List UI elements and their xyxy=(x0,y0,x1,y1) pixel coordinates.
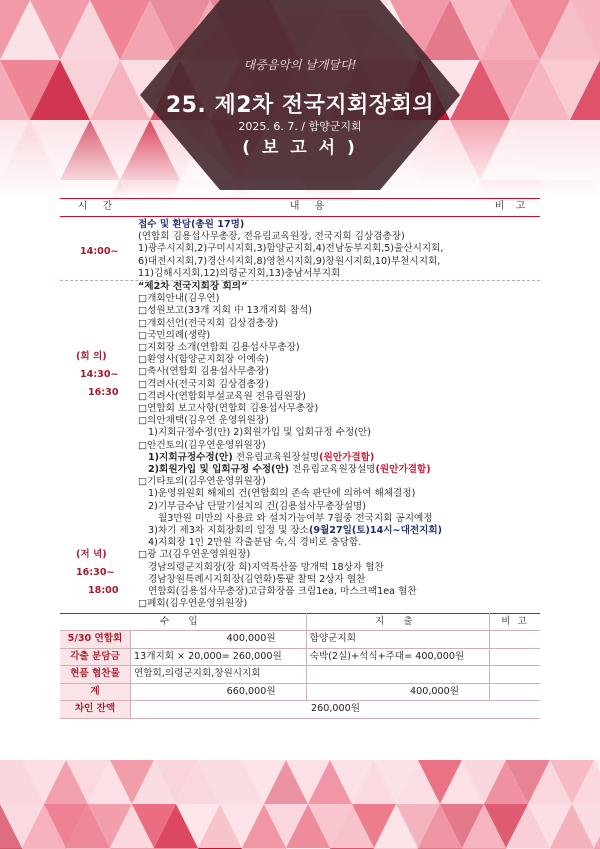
reception-line: (연합회 김용섭사무총장, 전유림교육원장, 전국지회 김상겸총장) xyxy=(138,231,405,243)
agenda-item: □연합회 보고사항(연합회 김용섭사무총장) xyxy=(138,403,319,415)
report-label: ( 보 고 서 ) xyxy=(242,138,358,158)
income-total: 660,000원 xyxy=(131,683,307,701)
dinner-time-end: 18:00 xyxy=(88,585,119,597)
expense-value xyxy=(306,666,489,684)
agenda-item: □환영사(함양군지회장 이예숙) xyxy=(138,354,269,366)
header xyxy=(0,0,600,190)
row-label: 각출 분담금 xyxy=(60,648,131,666)
income-value: 13개지회 × 20,000= 260,000원 xyxy=(131,648,307,666)
expense-header: 지 출 xyxy=(306,613,489,631)
agenda-item: □의안채택(김우연 운영위원장) xyxy=(138,415,269,427)
meeting-time-label: (회 의) xyxy=(76,351,107,363)
other-item-3: 3)차기 제3차 지회장회의 일정 및 장소(9월27일(토)14시~대전지회) xyxy=(148,525,443,537)
expense-total: 400,000원 xyxy=(306,683,489,701)
row-label: 현품 협찬물 xyxy=(60,666,131,684)
agenda-item: □격려사(전국지회 김상겸총장) xyxy=(138,378,269,390)
row-label: 계 xyxy=(60,683,131,701)
balance-row xyxy=(60,701,540,719)
income-header: 수 입 xyxy=(60,613,306,631)
table-row xyxy=(60,683,540,701)
balance-label: 차인 잔액 xyxy=(60,701,131,719)
reception-section xyxy=(60,217,540,280)
meeting-time-end: 16:30 xyxy=(88,387,119,399)
agenda-item: □성원보고(33개 지회 中 13개지회 참석) xyxy=(138,305,312,317)
column-content: 내 용 xyxy=(289,201,331,213)
agenda-line: 1)지회규정수정(안) 2)회원가입 및 입회규정 수정(안) xyxy=(148,427,371,439)
review-heading: □안건토의(김우연운영위원장) xyxy=(138,439,266,451)
table-row xyxy=(60,648,540,666)
expense-value: 숙박(2실)+석식+주대= 400,000원 xyxy=(306,648,489,666)
other-item-4: 4)지회장 1인 2만원 각출분담 숙,식 경비로 충당함. xyxy=(148,537,362,549)
column-time: 시 간 xyxy=(77,201,119,213)
column-note: 비 고 xyxy=(494,201,530,213)
reception-line: 1)광주시지회,2)구미시지회,3)함양군지회,4)전남동부지회,5)울산시지회, xyxy=(138,243,444,255)
reception-line: 11)김해시지회,12)의령군지회,13)충남서부지회 xyxy=(138,267,341,279)
income-value: 연합회,의령군지회,창원시지회 xyxy=(131,666,307,684)
agenda-item: □개회선언(전국지회 김상겸총장) xyxy=(138,317,279,329)
page-title: 25. 제2차 전국지회장회의 xyxy=(165,93,435,118)
date-place: 2025. 6. 7. / 함양군지회 xyxy=(238,120,362,133)
review-item-1: 1)지회규정수정(안) 전유림교육원장설명(원안가결함) xyxy=(148,451,375,463)
meeting-heading: “제2차 전국지회장 회의” xyxy=(138,281,248,293)
closing: □폐회(김우연운영위원장) xyxy=(138,598,248,610)
expense-value: 함양군지회 xyxy=(306,631,489,649)
report-body xyxy=(60,198,540,719)
finance-header-row xyxy=(60,613,540,631)
reception-time: 14:00~ xyxy=(80,246,119,257)
other-heading: □기타토의(김우연운영위원장) xyxy=(138,476,266,488)
slogan: 대중음악의 날개달다! xyxy=(243,58,357,72)
row-label: 5/30 연합회 xyxy=(60,631,131,649)
table-row xyxy=(60,631,540,649)
ad-line: 경남창원특례시지회장(김연화)통팥 찰떡 2상자 협찬 xyxy=(148,573,366,585)
agenda-item: □국민의례(생략) xyxy=(138,329,211,341)
reception-heading: 접수 및 환담(총원 17명) xyxy=(138,219,245,230)
other-item-2-detail: 월3만원 미만의 사용료 와 설치가능여부 7월중 전국지회 공지예정 xyxy=(158,512,433,524)
meeting-time-start: 14:30~ xyxy=(80,369,119,381)
ad-line: 연합회(김용섭사무총장)고급화장품 크림1ea, 마스크팩1ea 협찬 xyxy=(148,586,417,598)
balance-value: 260,000원 xyxy=(131,701,541,719)
other-item-1: 1)운영위원회 해체의 건(연합회의 존속 판단에 의하여 해체결정) xyxy=(148,488,416,500)
agenda-item: □격려사(연합회부설교육원 전유림원장) xyxy=(138,390,306,402)
meeting-section xyxy=(60,281,540,610)
review-item-2: 2)회원가입 및 입회규정 수정(안) 전유림교육원장설명(원안가결함) xyxy=(148,464,431,476)
agenda-item: □지회장 소개(연합회 김용섭사무총장) xyxy=(138,342,300,354)
income-value: 400,000원 xyxy=(131,631,307,649)
note-header: 비 고 xyxy=(490,613,541,631)
agenda-item: □축사(연합회 김용섭사무총장) xyxy=(138,366,269,378)
agenda-item: □개회안내(김우연) xyxy=(138,293,220,305)
finance-table xyxy=(60,613,540,719)
column-header xyxy=(60,198,540,217)
ad-line: 경남의령군지회장(장 희)지역특산품 망개떡 18상자 협찬 xyxy=(148,561,384,573)
dinner-time-start: 16:30~ xyxy=(76,567,115,579)
ad-heading: □광 고(김우연운영위원장) xyxy=(138,549,251,561)
other-item-2: 2)기부금수납 단말기설치의 건(김용섭사무총장설명) xyxy=(148,500,367,512)
bottom-pattern xyxy=(0,760,600,849)
dinner-time-label: (저 녁) xyxy=(76,549,107,561)
table-row xyxy=(60,666,540,684)
reception-line: 6)대전시지회,7)경산시지회,8)영천시지회,9)창원시지회,10)부천시지회, xyxy=(138,255,441,267)
